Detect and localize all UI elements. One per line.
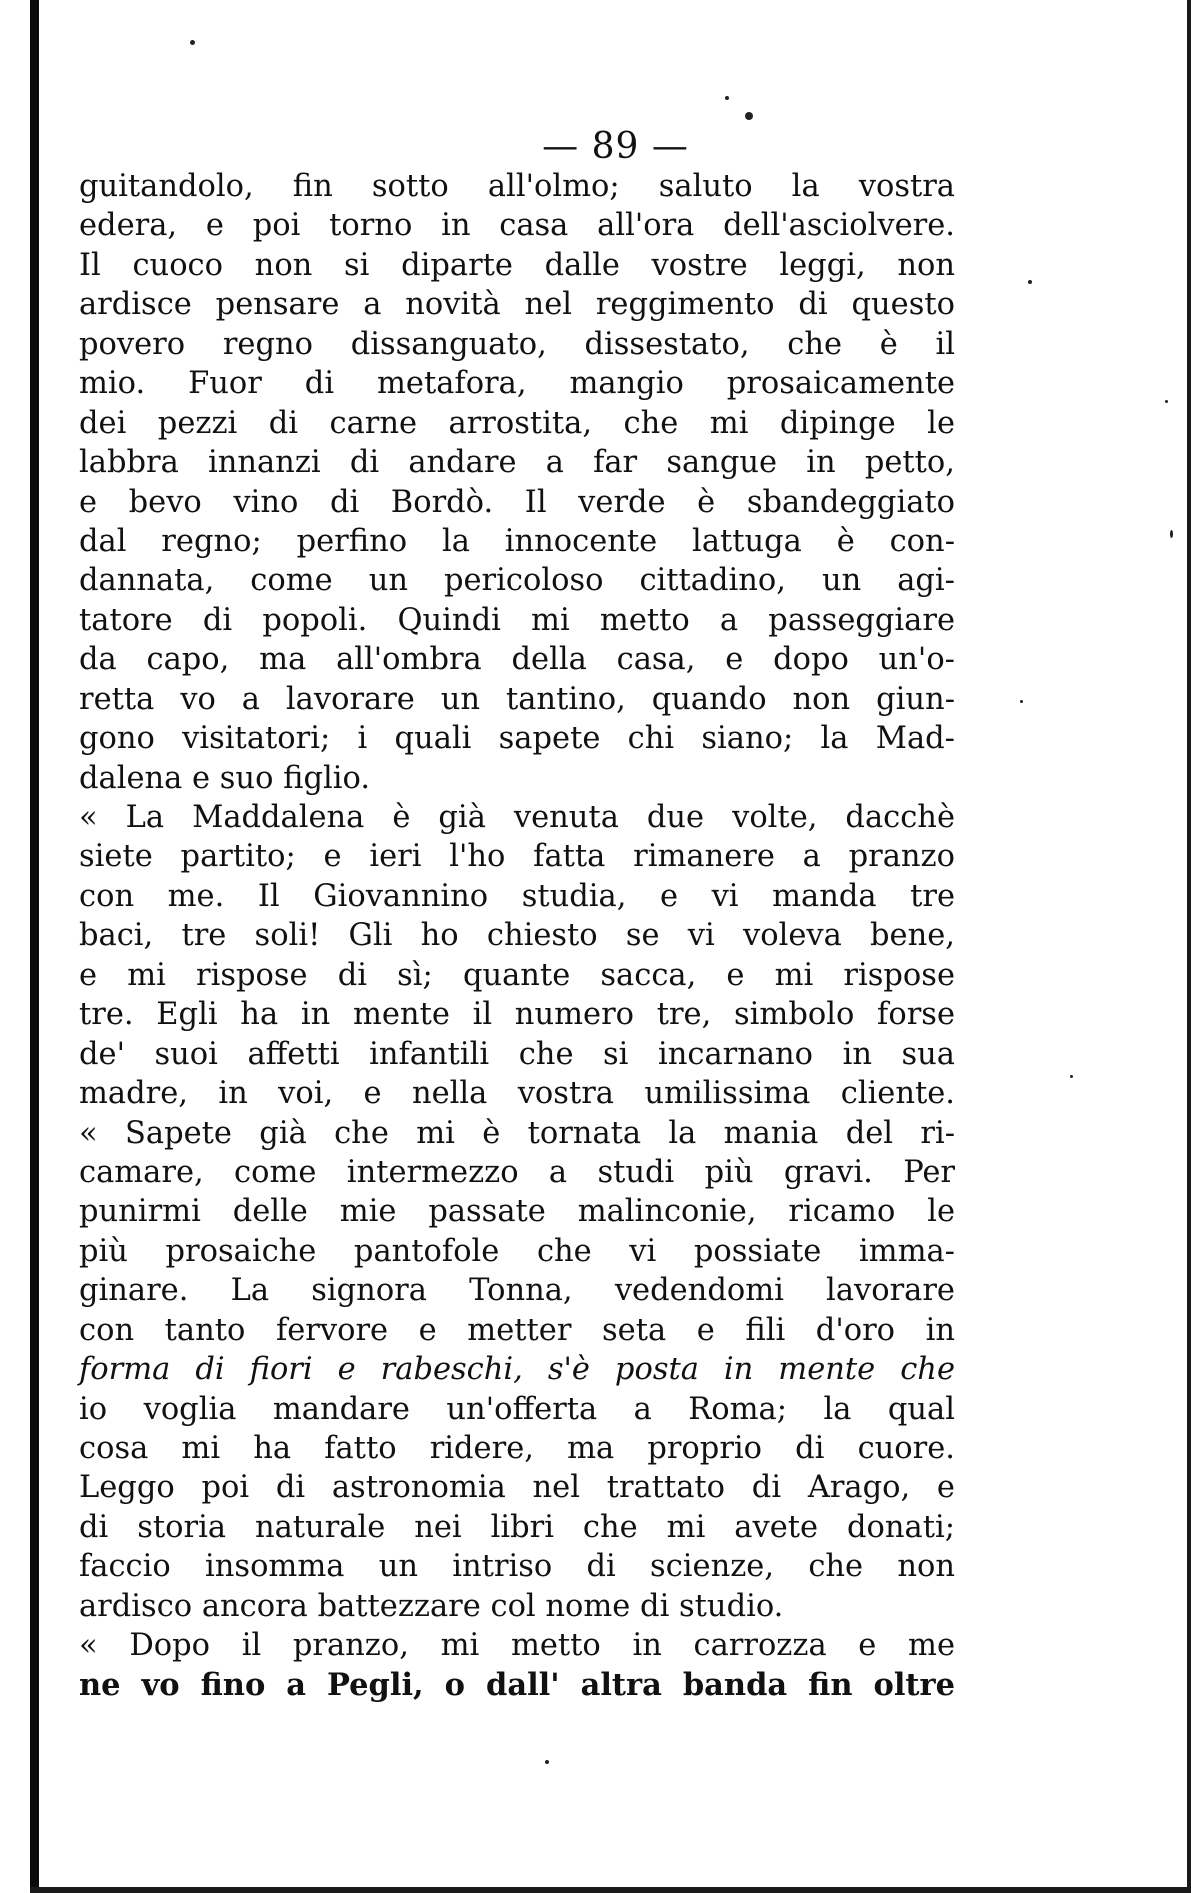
text-line: dei pezzi di carne arrostita, che mi dipinge le	[79, 405, 955, 441]
text-line: « Sapete già che mi è tornata la mania del ri-	[79, 1115, 955, 1151]
text-line: tatore di popoli. Quindi mi metto a passeggiare	[79, 602, 955, 638]
text-line: dal regno; perfino la innocente lattuga è con-	[79, 523, 955, 559]
text-line: ardisce pensare a novità nel reggimento di questo	[79, 287, 955, 323]
page-number-text: — 89 —	[542, 126, 689, 167]
text-line: povero regno dissanguato, dissestato, che è il	[79, 326, 955, 362]
text-line: con tanto fervore e metter seta e fili d'oro in	[79, 1312, 955, 1348]
scan-speck	[725, 96, 729, 100]
text-line: siete partito; e ieri l'ho fatta rimanere a pranzo	[79, 839, 955, 875]
text-line: ginare. La signora Tonna, vedendomi lavorare	[79, 1273, 955, 1309]
scan-speck	[545, 1760, 549, 1764]
scan-speck	[1020, 700, 1023, 703]
text-line: punirmi delle mie passate malinconie, ricamo le	[79, 1194, 955, 1230]
text-line: mio. Fuor di metafora, mangio prosaicamente	[79, 366, 955, 402]
text-line: de' suoi affetti infantili che si incarnano in sua	[79, 1036, 955, 1072]
text-line: Il cuoco non si diparte dalle vostre leggi, non	[79, 247, 955, 283]
text-line: camare, come intermezzo a studi più gravi. Per	[79, 1154, 955, 1190]
text-line: e mi rispose di sì; quante sacca, e mi rispose	[79, 957, 955, 993]
text-line: dannata, come un pericoloso cittadino, un agi-	[79, 563, 955, 599]
text-line: labbra innanzi di andare a far sangue in petto,	[79, 445, 955, 481]
page-left-edge	[30, 0, 39, 1893]
text-line: dalena e suo figlio.	[79, 760, 371, 796]
text-line: madre, in voi, e nella vostra umilissima cliente.	[79, 1076, 955, 1112]
scan-speck	[1070, 1075, 1073, 1078]
text-line: cosa mi ha fatto ridere, ma proprio di cuore.	[79, 1431, 955, 1466]
page-right-edge	[1187, 0, 1191, 1893]
text-line: da capo, ma all'ombra della casa, e dopo un'o-	[79, 642, 955, 678]
page-bottom-edge	[30, 1887, 1191, 1893]
text-line: più prosaiche pantofole che vi possiate imma-	[79, 1233, 955, 1269]
text-line: edera, e poi torno in casa all'ora dell'asciolvere.	[79, 208, 955, 244]
body-text	[79, 167, 955, 1705]
text-line-bold: ne vo fino a Pegli, o dall' altra banda fin oltre	[79, 1666, 955, 1703]
text-line: retta vo a lavorare un tantino, quando non giun-	[79, 681, 955, 717]
text-line: guitandolo, fin sotto all'olmo; saluto la vostra	[79, 169, 955, 204]
text-line: faccio insomma un intriso di scienze, che non	[79, 1549, 955, 1585]
text-line: tre. Egli ha in mente il numero tre, simbolo forse	[79, 997, 955, 1033]
scan-speck	[1170, 530, 1173, 538]
scan-speck	[1165, 400, 1168, 403]
scan-speck	[190, 40, 195, 45]
page-number	[0, 126, 1191, 167]
text-line: con me. Il Giovannino studia, e vi manda tre	[79, 878, 955, 914]
text-line: baci, tre soli! Gli ho chiesto se vi voleva bene,	[79, 918, 955, 954]
text-line-italic: forma di fiori e rabeschi, s'è posta in mente che	[79, 1352, 955, 1388]
text-line: ardisco ancora battezzare col nome di studio.	[79, 1588, 784, 1624]
text-line: e bevo vino di Bordò. Il verde è sbandeggiato	[79, 484, 955, 520]
text-line: di storia naturale nei libri che mi avete donati;	[79, 1509, 955, 1545]
text-line: io voglia mandare un'offerta a Roma; la qual	[79, 1391, 955, 1427]
text-line: Leggo poi di astronomia nel trattato di Arago, e	[79, 1470, 955, 1506]
text-line: « Dopo il pranzo, mi metto in carrozza e me	[79, 1628, 955, 1664]
scan-speck	[1028, 280, 1032, 284]
text-line: « La Maddalena è già venuta due volte, dacchè	[79, 800, 955, 835]
scan-speck	[745, 112, 753, 120]
text-line: gono visitatori; i quali sapete chi siano; la Mad-	[79, 721, 955, 757]
